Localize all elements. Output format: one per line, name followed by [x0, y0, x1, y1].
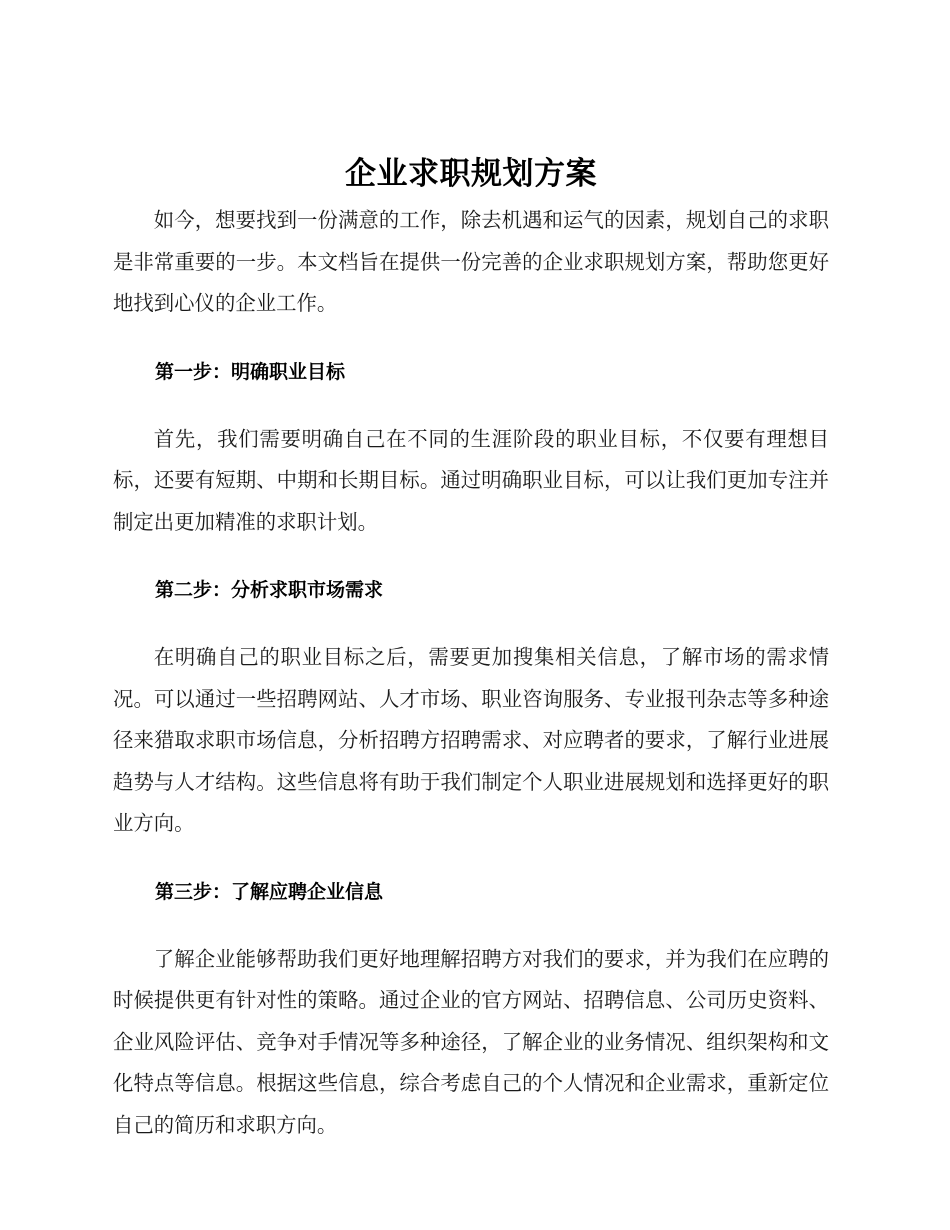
document-title: 企业求职规划方案	[345, 156, 597, 192]
section-body-step-2: 在明确自己的职业目标之后，需要更加搜集相关信息，了解市场的需求情况。可以通过一些招聘网站、人才市场、职业咨询服务、专业报刊杂志等多种途径来猎取求职市场信息，分析招聘方招聘需求、对应聘者的要求，了解行业进展趋势与人才结构。这些信息将有助于我们制定个人职业进展规划和选择更好的职业方向。	[113, 645, 829, 835]
section-heading-step-1: 第一步：明确职业目标	[155, 360, 346, 383]
section-body-step-1: 首先，我们需要明确自己在不同的生涯阶段的职业目标，不仅要有理想目标，还要有短期、中期和长期目标。通过明确职业目标，可以让我们更加专注并制定出更加精准的求职计划。	[113, 426, 829, 534]
intro-paragraph: 如今，想要找到一份满意的工作，除去机遇和运气的因素，规划自己的求职是非常重要的一步。本文档旨在提供一份完善的企业求职规划方案，帮助您更好地找到心仪的企业工作。	[113, 208, 829, 315]
section-heading-step-3: 第三步：了解应聘企业信息	[155, 880, 384, 903]
section-body-step-3: 了解企业能够帮助我们更好地理解招聘方对我们的要求，并为我们在应聘的时候提供更有针对性的策略。通过企业的官方网站、招聘信息、公司历史资料、企业风险评估、竞争对手情况等多种途径，了解企业的业务情况、组织架构和文化特点等信息。根据这些信息，综合考虑自己的个人情况和企业需求，重新定位自己的简历和求职方向。	[113, 946, 829, 1137]
document-body	[113, 148, 829, 1146]
section-heading-step-2: 第二步：分析求职市场需求	[155, 579, 384, 601]
